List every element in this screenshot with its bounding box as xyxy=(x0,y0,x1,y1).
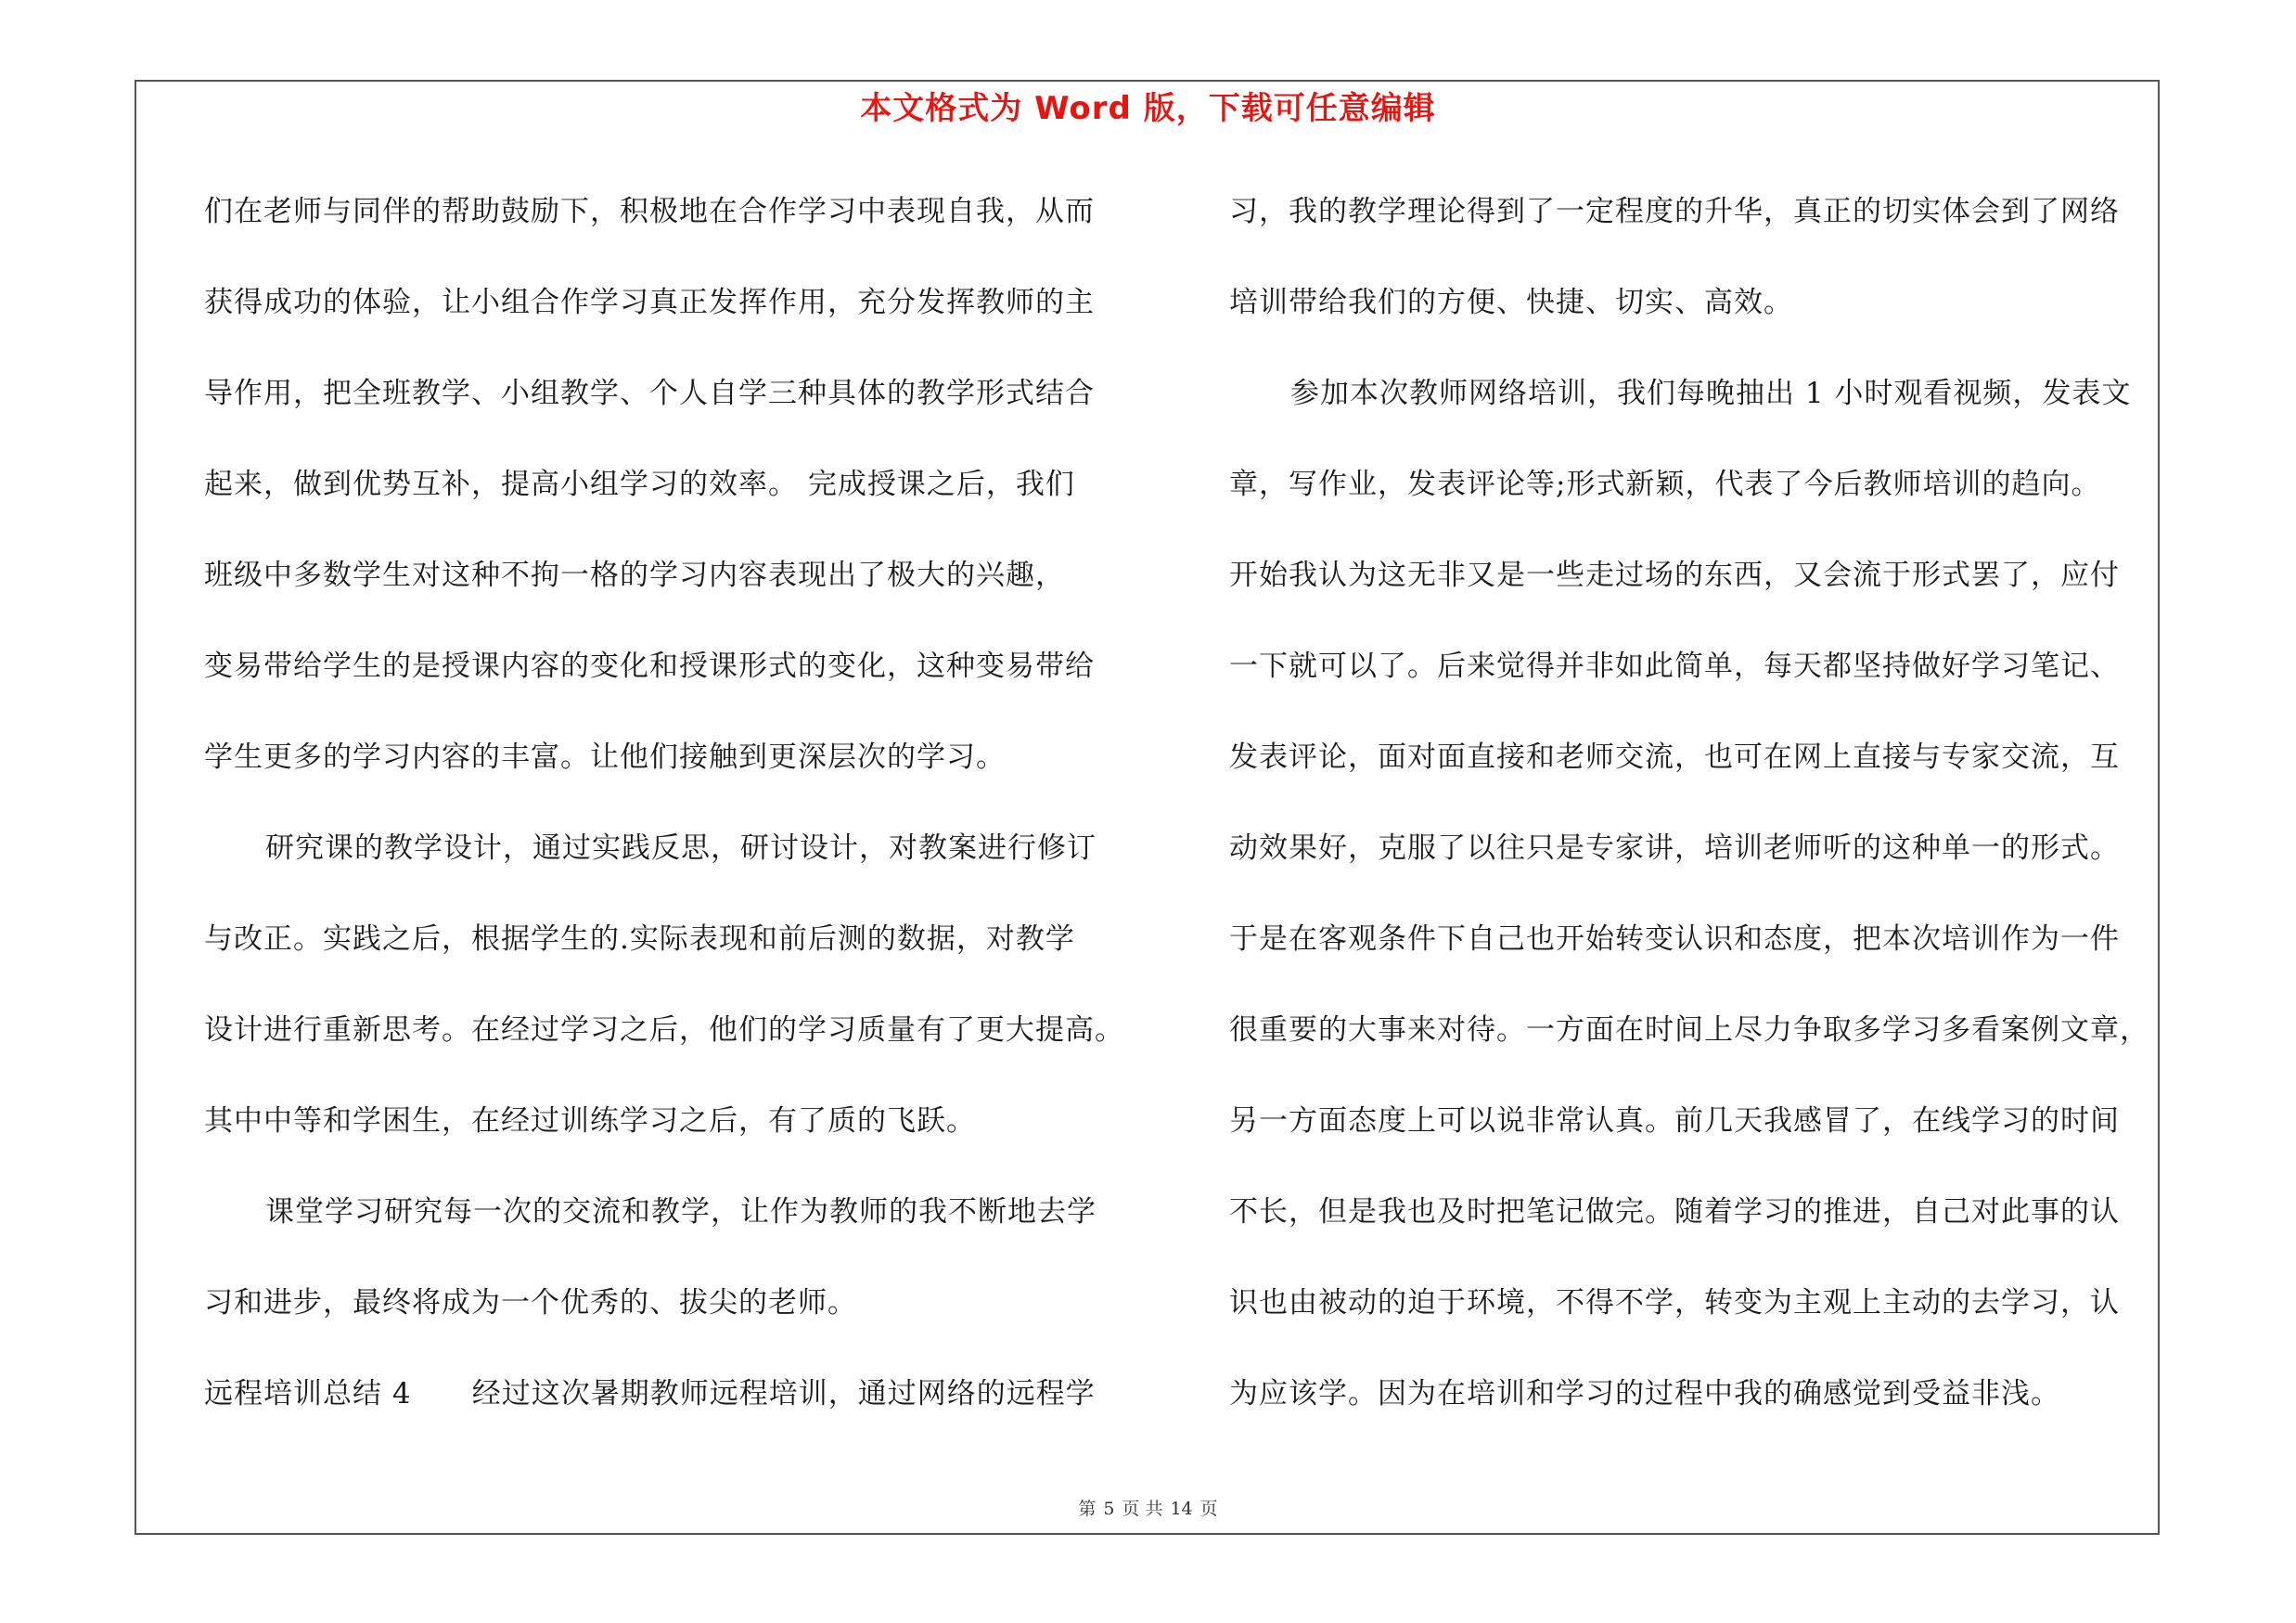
text-line: 班级中多数学生对这种不拘一格的学习内容表现出了极大的兴趣， xyxy=(204,559,1065,592)
text-line: 参加本次教师网络培训，我们每晚抽出 1 小时观看视频，发表文 xyxy=(1290,377,2132,410)
text-line: 一下就可以了。后来觉得并非如此简单，每天都坚持做好学习笔记、 xyxy=(1229,650,2120,683)
text-line: 很重要的大事来对待。一方面在时间上尽力争取多学习多看案例文章， xyxy=(1229,1013,2149,1047)
text-line: 习和进步，最终将成为一个优秀的、拔尖的老师。 xyxy=(204,1286,857,1320)
text-line: 起来，做到优势互补，提高小组学习的效率。 完成授课之后，我们 xyxy=(204,468,1075,501)
text-line: 发表评论，面对面直接和老师交流，也可在网上直接与专家交流，互 xyxy=(1229,741,2120,774)
text-line: 为应该学。因为在培训和学习的过程中我的确感觉到受益非浅。 xyxy=(1229,1377,2060,1410)
text-line: 章，写作业，发表评论等;形式新颖，代表了今后教师培训的趋向。 xyxy=(1229,468,2101,501)
text-line: 另一方面态度上可以说非常认真。前几天我感冒了，在线学习的时间 xyxy=(1229,1104,2120,1138)
right-text-column xyxy=(1229,184,2161,1457)
text-line: 们在老师与同伴的帮助鼓励下，积极地在合作学习中表现自我，从而 xyxy=(204,195,1095,228)
text-line: 识也由被动的迫于环境，不得不学，转变为主观上主动的去学习，认 xyxy=(1229,1286,2120,1320)
text-line: 其中中等和学困生，在经过训练学习之后，有了质的飞跃。 xyxy=(204,1104,976,1138)
text-line: 不长，但是我也及时把笔记做完。随着学习的推进，自己对此事的认 xyxy=(1229,1195,2120,1229)
total-page-count: 14 xyxy=(1170,1499,1193,1519)
text-line: 培训带给我们的方便、快捷、切实、高效。 xyxy=(1229,286,1793,319)
text-line: 导作用，把全班教学、小组教学、个人自学三种具体的教学形式结合 xyxy=(204,377,1095,410)
section-heading-line: 远程培训总结 4 经过这次暑期教师远程培训，通过网络的远程学 xyxy=(204,1377,1096,1410)
text-line: 开始我认为这无非又是一些走过场的东西，又会流于形式罢了，应付 xyxy=(1229,559,2120,592)
text-line: 课堂学习研究每一次的交流和教学，让作为教师的我不断地去学 xyxy=(265,1195,1097,1229)
text-line: 与改正。实践之后，根据学生的.实际表现和前后测的数据，对教学 xyxy=(204,922,1075,956)
text-line: 研究课的教学设计，通过实践反思，研讨设计，对教案进行修订 xyxy=(265,831,1097,865)
footer-mid: 页 共 xyxy=(1122,1499,1163,1519)
text-line: 设计进行重新思考。在经过学习之后，他们的学习质量有了更大提高。 xyxy=(204,1013,1124,1047)
footer-prefix: 第 xyxy=(1078,1499,1097,1519)
current-page-number: 5 xyxy=(1103,1499,1115,1519)
text-line: 动效果好，克服了以往只是专家讲，培训老师听的这种单一的形式。 xyxy=(1229,831,2120,865)
text-line: 习，我的教学理论得到了一定程度的升华，真正的切实体会到了网络 xyxy=(1229,195,2120,228)
word-format-banner: 本文格式为 Word 版，下载可任意编辑 xyxy=(860,90,1436,127)
left-text-column xyxy=(204,184,1136,1457)
text-line: 获得成功的体验，让小组合作学习真正发挥作用，充分发挥教师的主 xyxy=(204,286,1095,319)
text-line: 变易带给学生的是授课内容的变化和授课形式的变化，这种变易带给 xyxy=(204,650,1095,683)
page-footer xyxy=(0,1497,2296,1521)
text-line: 学生更多的学习内容的丰富。让他们接触到更深层次的学习。 xyxy=(204,741,1006,774)
text-line: 于是在客观条件下自己也开始转变认识和态度，把本次培训作为一件 xyxy=(1229,922,2120,956)
footer-suffix: 页 xyxy=(1199,1499,1218,1519)
